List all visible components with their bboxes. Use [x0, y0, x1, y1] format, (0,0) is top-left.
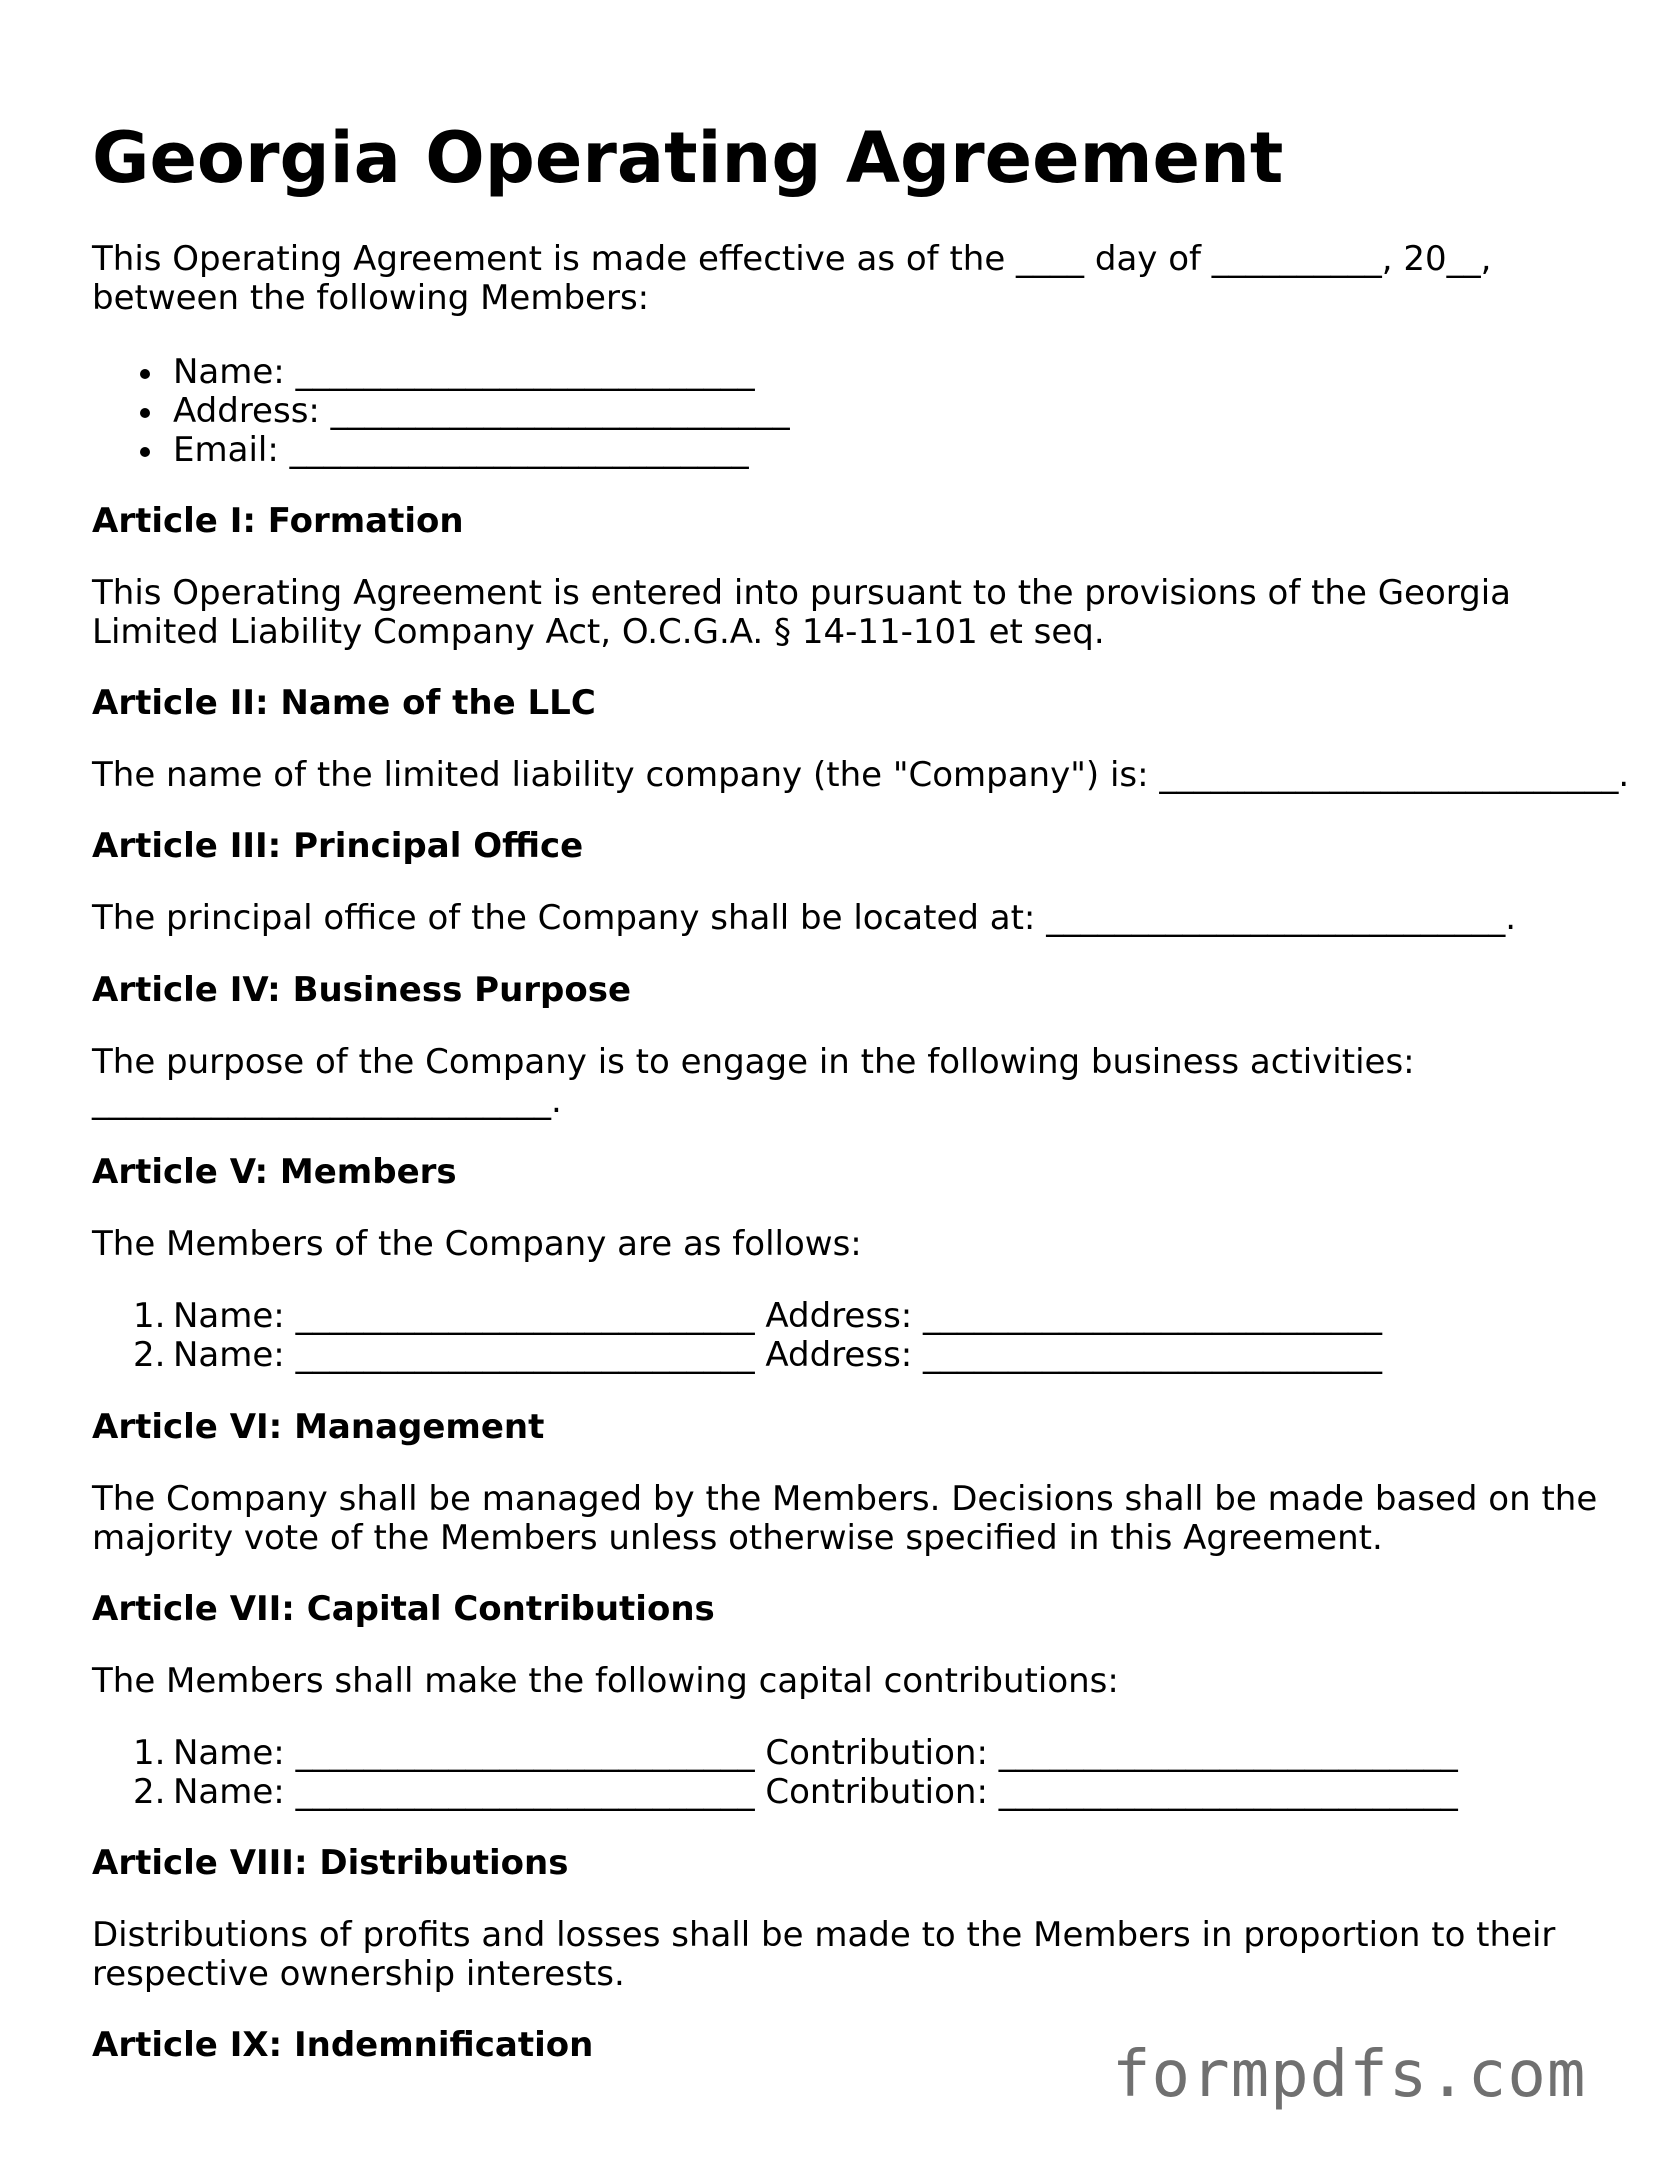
watermark: formpdfs.com — [1112, 2038, 1587, 2112]
article-5-body: The Members of the Company are as follows: — [92, 1224, 862, 1264]
article-7-body: The Members shall make the following capital contributions: — [92, 1661, 1119, 1701]
article-2-heading: Article II: Name of the LLC — [92, 683, 596, 723]
article-7-contributions-list — [92, 1734, 1612, 1812]
member-name-field: Name: ___________________________ — [173, 352, 755, 392]
article-3-heading: Article III: Principal Office — [92, 826, 584, 866]
list-item — [92, 353, 1612, 392]
article-8-line-1: Distributions of profits and losses shall be made to the Members in proportion to their — [92, 1915, 1556, 1955]
article-6-heading: Article VI: Management — [92, 1407, 545, 1447]
list-item: 1. Name: ___________________________ Contribution: ___________________________ — [133, 1733, 1458, 1773]
member-email-field: Email: ___________________________ — [173, 430, 749, 470]
article-8-heading: Article VIII: Distributions — [92, 1843, 569, 1883]
article-6-body — [92, 1480, 1612, 1558]
list-item — [92, 431, 1612, 470]
article-7-heading: Article VII: Capital Contributions — [92, 1589, 715, 1629]
article-9-heading: Article IX: Indemnification — [92, 2025, 594, 2065]
article-8-body — [92, 1916, 1612, 1994]
member-fields-list — [92, 353, 1612, 470]
intro-line-2: between the following Members: — [92, 278, 650, 318]
article-6-line-2: majority vote of the Members unless otherwise specified in this Agreement. — [92, 1518, 1383, 1558]
list-item: 2. Name: ___________________________ Contribution: ___________________________ — [133, 1772, 1458, 1812]
article-4-line-1: The purpose of the Company is to engage in the following business activities: — [92, 1042, 1415, 1082]
intro-paragraph — [92, 240, 1612, 318]
article-4-heading: Article IV: Business Purpose — [92, 970, 632, 1010]
article-1-heading: Article I: Formation — [92, 501, 464, 541]
article-1-line-2: Limited Liability Company Act, O.C.G.A. § 14-11-101 et seq. — [92, 612, 1105, 652]
article-2-body: The name of the limited liability company (the "Company") is: ___________________________. — [92, 755, 1630, 795]
article-4-line-2: ___________________________. — [92, 1081, 562, 1121]
article-5-heading: Article V: Members — [92, 1152, 457, 1192]
article-3-body: The principal office of the Company shall be located at: ___________________________. — [92, 898, 1516, 938]
article-4-body — [92, 1043, 1612, 1121]
list-item: 2. Name: ___________________________ Address: ___________________________ — [133, 1335, 1383, 1375]
article-8-line-2: respective ownership interests. — [92, 1954, 625, 1994]
list-item: 1. Name: ___________________________ Address: ___________________________ — [133, 1296, 1383, 1336]
article-1-line-1: This Operating Agreement is entered into pursuant to the provisions of the Georgia — [92, 573, 1512, 613]
member-address-field: Address: ___________________________ — [173, 391, 790, 431]
article-6-line-1: The Company shall be managed by the Members. Decisions shall be made based on the — [92, 1479, 1598, 1519]
page-title: Georgia Operating Agreement — [92, 117, 1284, 199]
article-5-members-list — [92, 1297, 1612, 1375]
article-1-body — [92, 574, 1612, 652]
intro-line-1: This Operating Agreement is made effective as of the ____ day of __________, 20__, — [92, 239, 1492, 279]
list-item — [92, 392, 1612, 431]
